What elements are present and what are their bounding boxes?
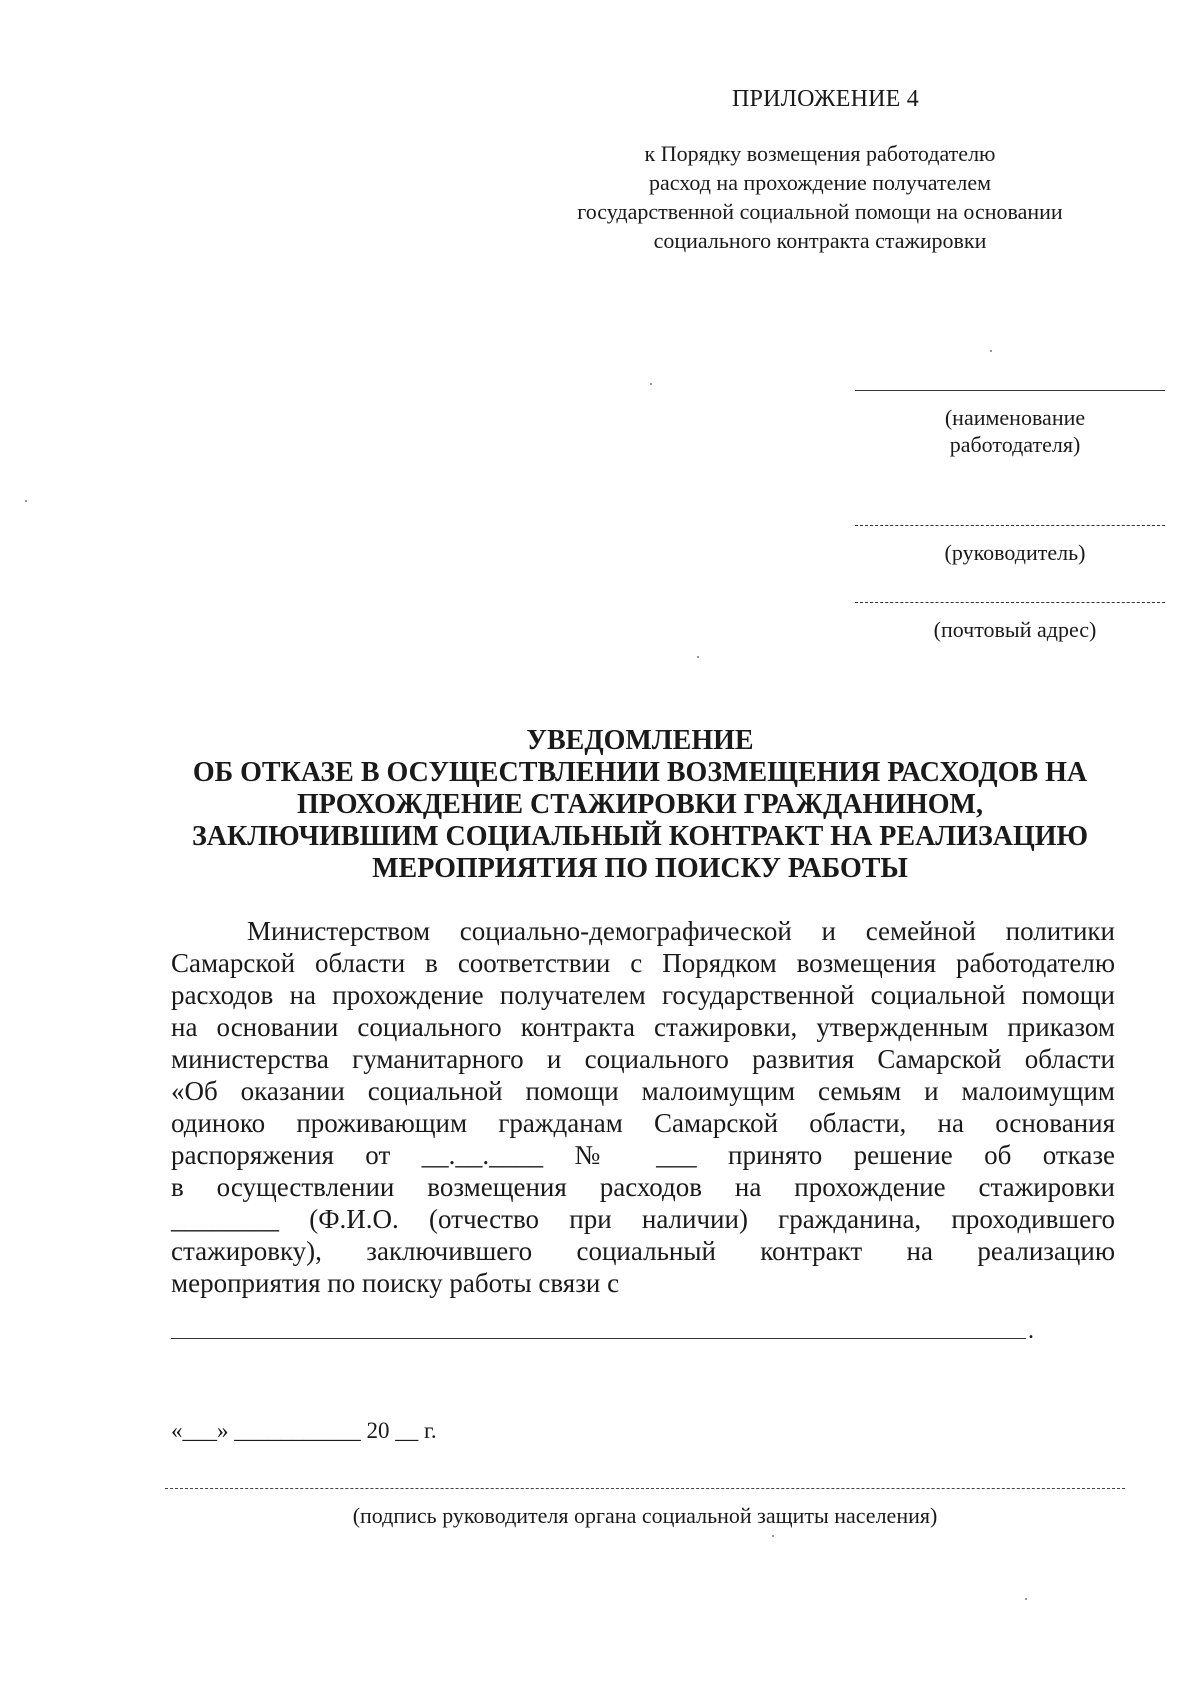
employer-name-blank bbox=[855, 390, 1165, 391]
appendix-ref-line: расход на прохождение получателем bbox=[648, 170, 992, 195]
title-line: МЕРОПРИЯТИЯ ПО ПОИСКУ РАБОТЫ bbox=[372, 853, 908, 884]
scan-speck bbox=[697, 656, 699, 658]
body-line: одиноко проживающим гражданам Самарской области, на основания bbox=[171, 1108, 1115, 1138]
scan-speck bbox=[650, 383, 652, 385]
body-line: расходов на прохождение получателем государственной социальной помощи bbox=[171, 980, 1115, 1010]
body-line: министерства гуманитарного и социального развития Самарской области bbox=[171, 1044, 1115, 1074]
signature-caption: (подпись руководителя органа социальной защиты населения) bbox=[352, 1503, 938, 1528]
address-block bbox=[855, 602, 1165, 643]
title-line: ПРОХОЖДЕНИЕ СТАЖИРОВКИ ГРАЖДАНИНОМ, bbox=[297, 789, 983, 820]
appendix-ref-line: государственной социальной помощи на основании bbox=[577, 199, 1063, 224]
body-line: «Об оказании социальной помощи малоимущим семьям и малоимущим bbox=[171, 1076, 1115, 1106]
appendix-ref-line: к Порядку возмещения работодателю bbox=[644, 141, 996, 166]
head-block bbox=[855, 525, 1165, 566]
address-caption: (почтовый адрес) bbox=[933, 617, 1097, 642]
reason-period: . bbox=[1028, 1318, 1034, 1344]
scan-speck bbox=[990, 350, 992, 352]
head-caption: (руководитель) bbox=[944, 540, 1086, 565]
body-line: мероприятия по поиску работы связи с bbox=[171, 1268, 620, 1298]
body-line: на основании социального контракта стажировки, утвержденным приказом bbox=[171, 1012, 1115, 1042]
body-line: Самарской области в соответствии с Порядком возмещения работодателю bbox=[171, 948, 1115, 978]
title-line: ОБ ОТКАЗЕ В ОСУЩЕСТВЛЕНИИ ВОЗМЕЩЕНИЯ РАСХОДОВ НА bbox=[192, 757, 1088, 788]
appendix-reference bbox=[540, 139, 1100, 255]
body-line: стажировку), заключившего социальный контракт на реализацию bbox=[171, 1236, 1115, 1266]
scan-speck bbox=[1025, 1598, 1027, 1600]
title-line: УВЕДОМЛЕНИЕ bbox=[526, 725, 754, 756]
signature-blank bbox=[165, 1488, 1125, 1489]
head-blank bbox=[855, 525, 1165, 526]
scan-speck bbox=[772, 1535, 774, 1537]
employer-caption-line: работодателя) bbox=[949, 432, 1081, 457]
reason-blank bbox=[171, 1338, 1026, 1339]
body-line: Министерством социально-демографической и семейной политики bbox=[247, 916, 1115, 946]
appendix-ref-line: социального контракта стажировки bbox=[653, 228, 987, 253]
address-blank bbox=[855, 602, 1165, 603]
employer-name-caption bbox=[855, 404, 1175, 458]
body-line: распоряжения от __.__.____ № ___ принято решение об отказе bbox=[171, 1140, 1115, 1170]
body-paragraph bbox=[171, 915, 1115, 1299]
scan-speck bbox=[25, 500, 27, 502]
date-line: «___» ___________ 20 __ г. bbox=[171, 1418, 437, 1443]
employer-caption-line: (наименование bbox=[944, 405, 1086, 430]
body-line: в осуществлении возмещения расходов на прохождение стажировки bbox=[171, 1172, 1115, 1202]
employer-name-block bbox=[855, 390, 1165, 458]
body-line: ________ (Ф.И.О. (отчество при наличии) гражданина, проходившего bbox=[171, 1204, 1115, 1234]
title-line: ЗАКЛЮЧИВШИМ СОЦИАЛЬНЫЙ КОНТРАКТ НА РЕАЛИЗАЦИЮ bbox=[191, 821, 1089, 852]
document-title bbox=[140, 725, 1140, 885]
appendix-title: ПРИЛОЖЕНИЕ 4 bbox=[732, 86, 919, 112]
